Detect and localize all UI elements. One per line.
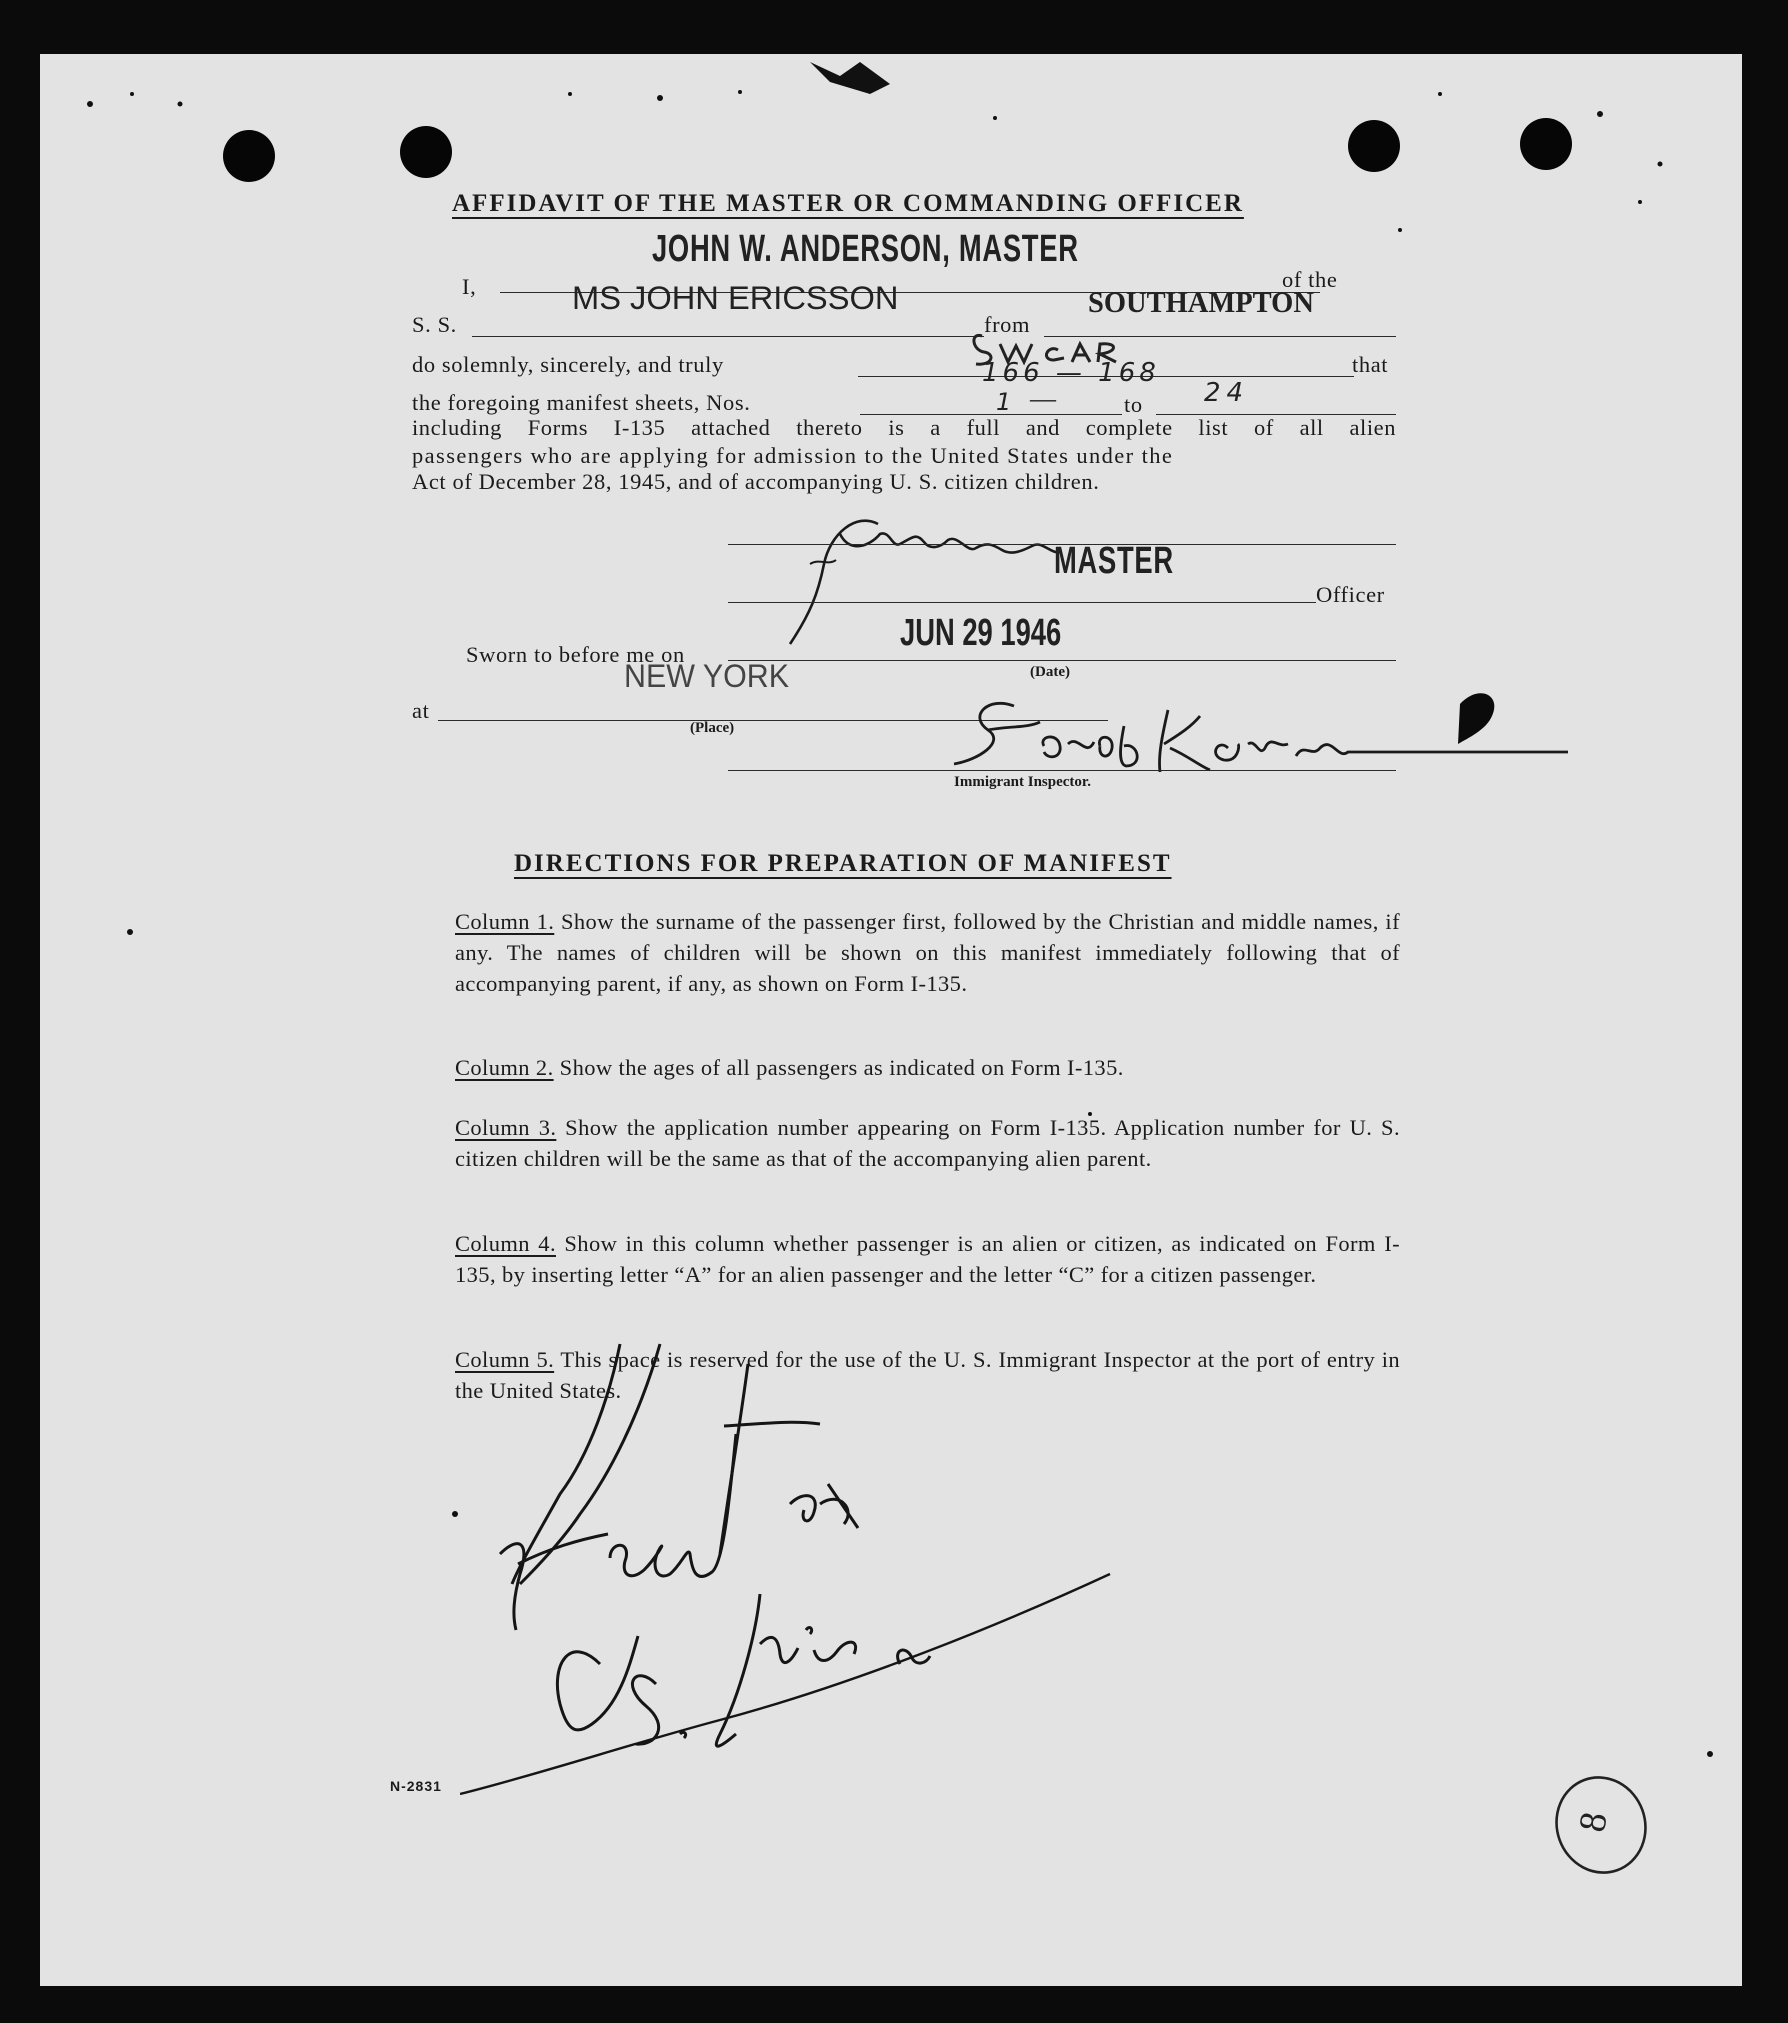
ship-name-line — [472, 336, 984, 337]
direction-text: Show the application number appearing on Form I-135. Application number for U. S. citizen children will be the same as that of the accompanying alien parent. — [455, 1115, 1400, 1171]
label-foregoing: the foregoing manifest sheets, Nos. — [412, 390, 751, 415]
master-name-stamp: JOHN W. ANDERSON, MASTER — [652, 228, 1079, 270]
from-port-stamp: SOUTHAMPTON — [1088, 286, 1314, 319]
handwritten-note-head-tax — [460, 1334, 1220, 1854]
affidavit-body-line: Act of December 28, 1945, and of accompanying U. S. citizen children. — [412, 469, 1100, 494]
direction-text: Show the ages of all passengers as indicated on Form I-135. — [559, 1055, 1124, 1080]
direction-text: Show in this column whether passenger is an alien or citizen, as indicated on Form I-135, by inserting letter “A” for an alien passenger and the letter “C” for a citizen passenger. — [455, 1231, 1400, 1287]
sheet-numbers-handwritten: 166 — 168 — [982, 358, 1160, 388]
label-sworn: Sworn to before me on — [466, 642, 685, 667]
label-that: that — [1352, 352, 1389, 377]
label-of-the: of the — [1282, 267, 1338, 292]
ship-name-stamp: MS JOHN ERICSSON — [572, 280, 899, 316]
officer-line — [728, 602, 1316, 603]
direction-column-1 — [455, 906, 1400, 999]
label-inspector: Immigrant Inspector. — [954, 774, 1091, 790]
sheet-from-handwritten: 1 — [996, 388, 1012, 416]
label-place: (Place) — [690, 720, 735, 736]
directions-title: DIRECTIONS FOR PREPARATION OF MANIFEST — [514, 850, 1172, 877]
affidavit-body-line: including Forms I-135 attached thereto is a full and complete list of all alien — [412, 415, 1396, 440]
label-i: I, — [462, 274, 477, 299]
label-from: from — [984, 312, 1031, 337]
direction-text: Show the surname of the passenger first, followed by the Christian and middle names, if any. The names of children will be shown on this manifest immediately following that of accompanying parent, if any, as shown on Form I-135. — [455, 909, 1400, 996]
label-at: at — [412, 698, 430, 723]
direction-column-4 — [455, 1228, 1400, 1290]
form-number: N-2831 — [390, 1778, 442, 1794]
sworn-date-stamp: JUN 29 1946 — [900, 612, 1062, 654]
master-title-stamp: MASTER — [1054, 540, 1174, 582]
label-date: (Date) — [1030, 664, 1070, 680]
direction-label: Column 4. — [455, 1231, 556, 1256]
sheet-from-dash: — — [1030, 384, 1056, 413]
label-to: to — [1124, 392, 1143, 417]
direction-label: Column 2. — [455, 1055, 554, 1080]
sheet-to-handwritten: 24 — [1204, 378, 1250, 408]
label-officer: Officer — [1316, 582, 1385, 607]
label-do-solemnly: do solemnly, sincerely, and truly — [412, 352, 724, 377]
circled-number-text: 8 — [1571, 1808, 1616, 1836]
direction-column-2 — [455, 1052, 1400, 1083]
direction-label: Column 5. — [455, 1347, 555, 1372]
place-stamp: NEW YORK — [624, 658, 789, 694]
direction-label: Column 1. — [455, 909, 555, 934]
inspector-line — [728, 770, 1396, 771]
direction-text: This space is reserved for the use of the U. S. Immigrant Inspector at the port of entry in the United States. — [455, 1347, 1400, 1403]
label-ss: S. S. — [412, 312, 457, 337]
date-line — [728, 660, 1396, 661]
manifest-page — [40, 54, 1742, 1986]
affidavit-body-line: passengers who are applying for admission to the United States under the — [412, 443, 1174, 468]
direction-column-3 — [455, 1112, 1400, 1174]
direction-label: Column 3. — [455, 1115, 557, 1140]
affidavit-title: AFFIDAVIT OF THE MASTER OR COMMANDING OFFICER — [452, 190, 1244, 217]
